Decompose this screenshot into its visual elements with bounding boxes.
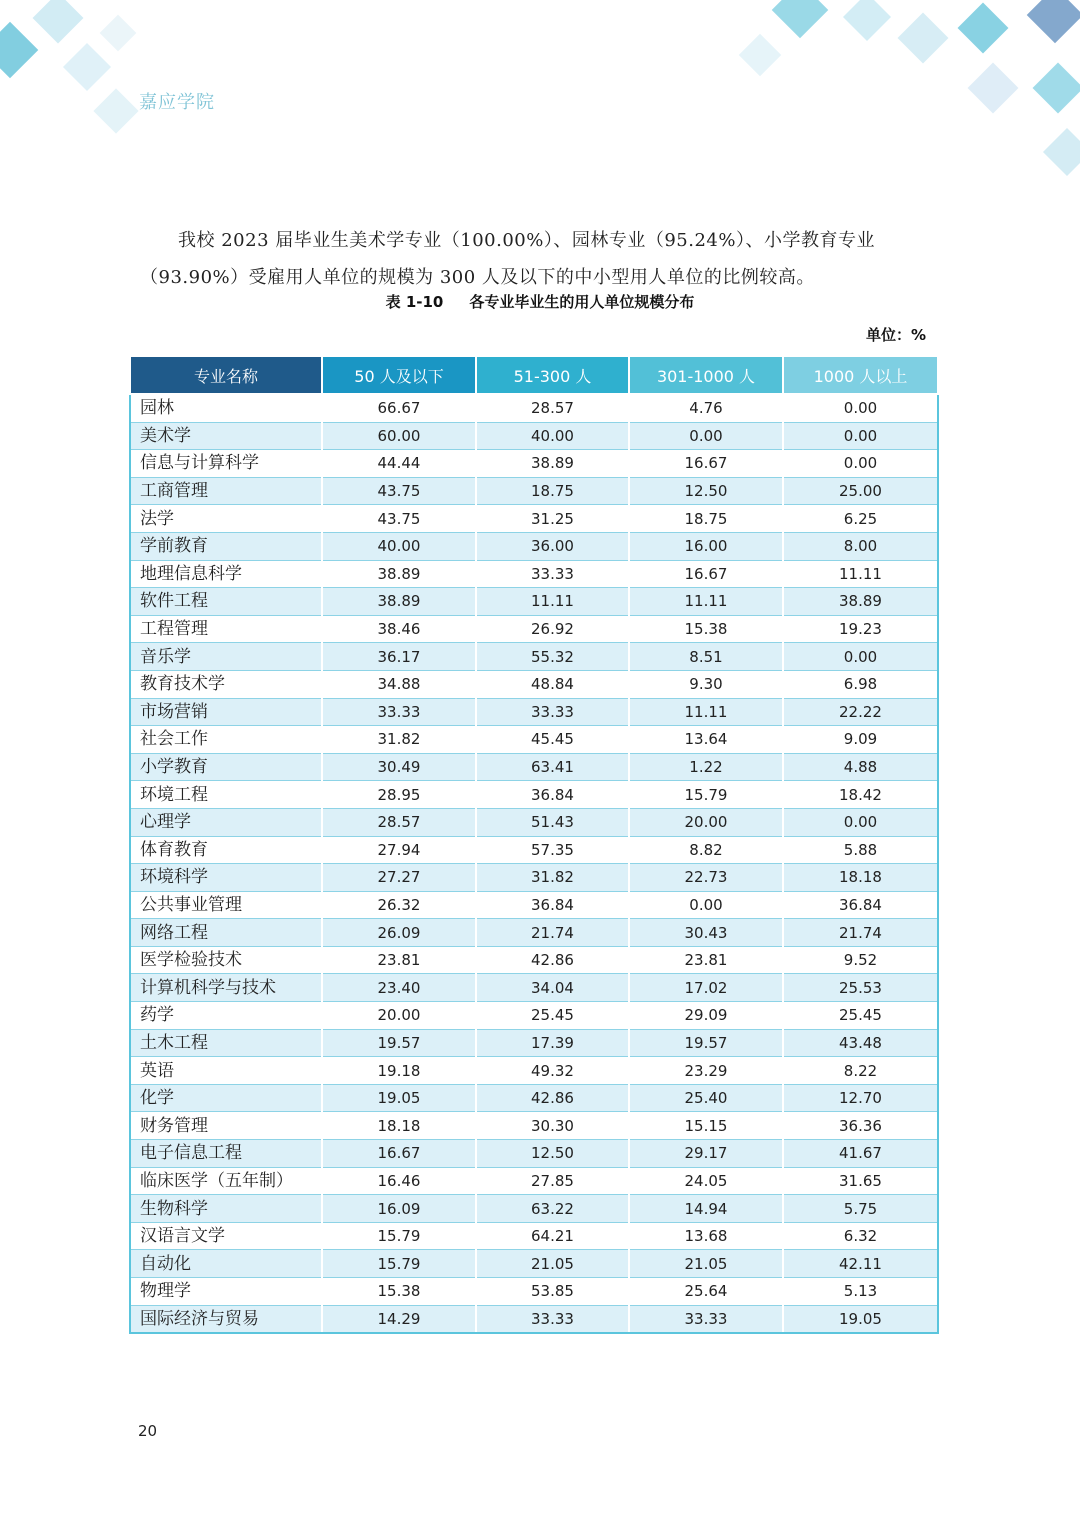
value-301-1000: 0.00 [629,422,783,450]
value-under-50: 23.81 [322,946,476,974]
value-51-300: 17.39 [476,1029,629,1057]
value-over-1000: 42.11 [783,1250,938,1278]
major-name: 工商管理 [130,477,322,505]
table-row [130,670,938,698]
value-51-300: 33.33 [476,698,629,726]
major-name: 生物科学 [130,1195,322,1223]
value-over-1000: 19.05 [783,1305,938,1333]
value-under-50: 15.79 [322,1222,476,1250]
table-row [130,532,938,560]
value-51-300: 48.84 [476,670,629,698]
value-over-1000: 0.00 [783,450,938,478]
value-under-50: 14.29 [322,1305,476,1333]
table-caption [0,291,1080,312]
value-under-50: 16.46 [322,1167,476,1195]
intro-paragraph: 我校 2023 届毕业生美术学专业（100.00%）、园林专业（95.24%）、小学教育专业（93.90%）受雇用人单位的规模为 300 人及以下的中小型用人单位的比例较高。 [140,230,875,288]
value-301-1000: 16.67 [629,450,783,478]
value-under-50: 16.09 [322,1195,476,1223]
school-name: 嘉应学院 [139,92,215,113]
value-301-1000: 25.64 [629,1278,783,1306]
major-name: 美术学 [130,422,322,450]
table-row [130,753,938,781]
value-under-50: 33.33 [322,698,476,726]
value-51-300: 45.45 [476,726,629,754]
major-name: 软件工程 [130,588,322,616]
value-under-50: 26.32 [322,891,476,919]
header-51-300: 51-300 人 [476,356,629,394]
value-301-1000: 24.05 [629,1167,783,1195]
table-row [130,1305,938,1333]
right-diamond-pattern [739,0,1080,176]
value-over-1000: 43.48 [783,1029,938,1057]
value-over-1000: 8.00 [783,532,938,560]
major-name: 环境科学 [130,864,322,892]
value-over-1000: 6.25 [783,505,938,533]
value-301-1000: 25.40 [629,1084,783,1112]
table-row [130,1140,938,1168]
value-over-1000: 18.42 [783,781,938,809]
value-over-1000: 36.84 [783,891,938,919]
major-name: 园林 [130,394,322,422]
header-301-1000: 301-1000 人 [629,356,783,394]
table-row [130,1250,938,1278]
major-name: 财务管理 [130,1112,322,1140]
value-under-50: 19.57 [322,1029,476,1057]
value-over-1000: 5.88 [783,836,938,864]
major-name: 汉语言文学 [130,1222,322,1250]
value-51-300: 42.86 [476,946,629,974]
value-under-50: 28.95 [322,781,476,809]
value-301-1000: 20.00 [629,808,783,836]
value-51-300: 36.84 [476,891,629,919]
value-over-1000: 0.00 [783,808,938,836]
value-301-1000: 23.29 [629,1057,783,1085]
major-name: 英语 [130,1057,322,1085]
table-row [130,946,938,974]
major-name: 网络工程 [130,919,322,947]
major-name: 土木工程 [130,1029,322,1057]
value-301-1000: 22.73 [629,864,783,892]
table-row [130,698,938,726]
table-row [130,891,938,919]
value-over-1000: 0.00 [783,394,938,422]
major-name: 音乐学 [130,643,322,671]
major-name: 医学检验技术 [130,946,322,974]
value-301-1000: 30.43 [629,919,783,947]
value-301-1000: 19.57 [629,1029,783,1057]
value-over-1000: 4.88 [783,753,938,781]
value-51-300: 21.74 [476,919,629,947]
value-51-300: 51.43 [476,808,629,836]
value-over-1000: 0.00 [783,422,938,450]
value-over-1000: 25.53 [783,974,938,1002]
value-under-50: 27.27 [322,864,476,892]
major-name: 物理学 [130,1278,322,1306]
major-name: 学前教育 [130,532,322,560]
value-51-300: 33.33 [476,560,629,588]
major-name: 计算机科学与技术 [130,974,322,1002]
value-under-50: 16.67 [322,1140,476,1168]
table-row [130,1057,938,1085]
table-row [130,1278,938,1306]
table-row [130,808,938,836]
employer-size-table [129,355,939,1334]
value-under-50: 15.79 [322,1250,476,1278]
table-row [130,781,938,809]
value-over-1000: 12.70 [783,1084,938,1112]
value-51-300: 33.33 [476,1305,629,1333]
value-under-50: 23.40 [322,974,476,1002]
value-301-1000: 4.76 [629,394,783,422]
header-over-1000: 1000 人以上 [783,356,938,394]
value-301-1000: 17.02 [629,974,783,1002]
major-name: 教育技术学 [130,670,322,698]
value-301-1000: 11.11 [629,698,783,726]
value-under-50: 38.46 [322,615,476,643]
major-name: 市场营销 [130,698,322,726]
table-row [130,974,938,1002]
table-number: 表 1-10 [385,293,444,311]
header-under-50: 50 人及以下 [322,356,476,394]
table-row [130,615,938,643]
value-301-1000: 29.09 [629,1002,783,1030]
value-301-1000: 15.79 [629,781,783,809]
value-51-300: 63.41 [476,753,629,781]
table-header-row [130,356,938,394]
value-under-50: 44.44 [322,450,476,478]
value-over-1000: 5.75 [783,1195,938,1223]
table-row [130,588,938,616]
value-under-50: 34.88 [322,670,476,698]
value-over-1000: 21.74 [783,919,938,947]
table-row [130,477,938,505]
table-row [130,394,938,422]
value-over-1000: 25.45 [783,1002,938,1030]
value-under-50: 18.18 [322,1112,476,1140]
value-51-300: 30.30 [476,1112,629,1140]
left-diamond-pattern [0,0,139,134]
value-301-1000: 16.00 [629,532,783,560]
value-51-300: 38.89 [476,450,629,478]
value-51-300: 18.75 [476,477,629,505]
value-over-1000: 9.52 [783,946,938,974]
value-under-50: 40.00 [322,532,476,560]
value-under-50: 28.57 [322,808,476,836]
major-name: 体育教育 [130,836,322,864]
page-number: 20 [138,1422,158,1440]
value-over-1000: 9.09 [783,726,938,754]
value-under-50: 19.18 [322,1057,476,1085]
value-over-1000: 38.89 [783,588,938,616]
value-51-300: 36.00 [476,532,629,560]
value-301-1000: 23.81 [629,946,783,974]
value-under-50: 38.89 [322,560,476,588]
value-over-1000: 19.23 [783,615,938,643]
value-301-1000: 21.05 [629,1250,783,1278]
major-name: 国际经济与贸易 [130,1305,322,1333]
major-name: 公共事业管理 [130,891,322,919]
value-under-50: 30.49 [322,753,476,781]
value-301-1000: 18.75 [629,505,783,533]
value-over-1000: 5.13 [783,1278,938,1306]
value-51-300: 63.22 [476,1195,629,1223]
value-51-300: 49.32 [476,1057,629,1085]
table-row [130,450,938,478]
value-under-50: 36.17 [322,643,476,671]
table-row [130,836,938,864]
major-name: 地理信息科学 [130,560,322,588]
value-51-300: 27.85 [476,1167,629,1195]
value-51-300: 25.45 [476,1002,629,1030]
value-over-1000: 8.22 [783,1057,938,1085]
table-row [130,1029,938,1057]
major-name: 法学 [130,505,322,533]
value-301-1000: 0.00 [629,891,783,919]
value-301-1000: 16.67 [629,560,783,588]
value-over-1000: 18.18 [783,864,938,892]
value-under-50: 38.89 [322,588,476,616]
value-51-300: 12.50 [476,1140,629,1168]
table-row [130,560,938,588]
value-under-50: 15.38 [322,1278,476,1306]
major-name: 自动化 [130,1250,322,1278]
value-under-50: 31.82 [322,726,476,754]
value-over-1000: 11.11 [783,560,938,588]
value-301-1000: 1.22 [629,753,783,781]
major-name: 电子信息工程 [130,1140,322,1168]
value-301-1000: 8.51 [629,643,783,671]
value-301-1000: 33.33 [629,1305,783,1333]
major-name: 工程管理 [130,615,322,643]
value-under-50: 26.09 [322,919,476,947]
value-51-300: 55.32 [476,643,629,671]
table-row [130,726,938,754]
table-row [130,1112,938,1140]
major-name: 化学 [130,1084,322,1112]
value-51-300: 26.92 [476,615,629,643]
value-over-1000: 31.65 [783,1167,938,1195]
table-row [130,1084,938,1112]
value-under-50: 19.05 [322,1084,476,1112]
value-under-50: 20.00 [322,1002,476,1030]
value-51-300: 64.21 [476,1222,629,1250]
value-301-1000: 9.30 [629,670,783,698]
value-301-1000: 8.82 [629,836,783,864]
value-51-300: 21.05 [476,1250,629,1278]
table-row [130,1002,938,1030]
major-name: 信息与计算科学 [130,450,322,478]
table-row [130,864,938,892]
value-301-1000: 14.94 [629,1195,783,1223]
value-51-300: 53.85 [476,1278,629,1306]
unit-label: 单位：% [865,326,926,344]
value-over-1000: 41.67 [783,1140,938,1168]
value-301-1000: 15.15 [629,1112,783,1140]
value-301-1000: 15.38 [629,615,783,643]
value-51-300: 31.82 [476,864,629,892]
table-row [130,643,938,671]
value-51-300: 31.25 [476,505,629,533]
value-51-300: 11.11 [476,588,629,616]
value-51-300: 36.84 [476,781,629,809]
value-301-1000: 29.17 [629,1140,783,1168]
table-row [130,1167,938,1195]
table-title: 各专业毕业生的用人单位规模分布 [469,293,695,311]
major-name: 环境工程 [130,781,322,809]
major-name: 小学教育 [130,753,322,781]
value-51-300: 34.04 [476,974,629,1002]
value-51-300: 57.35 [476,836,629,864]
value-over-1000: 25.00 [783,477,938,505]
value-over-1000: 0.00 [783,643,938,671]
value-301-1000: 12.50 [629,477,783,505]
table-row [130,919,938,947]
value-under-50: 43.75 [322,477,476,505]
major-name: 临床医学（五年制） [130,1167,322,1195]
major-name: 药学 [130,1002,322,1030]
value-over-1000: 6.32 [783,1222,938,1250]
header-major: 专业名称 [130,356,322,394]
table-row [130,1195,938,1223]
value-301-1000: 13.68 [629,1222,783,1250]
value-under-50: 27.94 [322,836,476,864]
major-name: 心理学 [130,808,322,836]
major-name: 社会工作 [130,726,322,754]
value-301-1000: 11.11 [629,588,783,616]
value-over-1000: 22.22 [783,698,938,726]
table-row [130,1222,938,1250]
value-51-300: 28.57 [476,394,629,422]
value-over-1000: 36.36 [783,1112,938,1140]
value-301-1000: 13.64 [629,726,783,754]
value-over-1000: 6.98 [783,670,938,698]
value-under-50: 43.75 [322,505,476,533]
value-51-300: 42.86 [476,1084,629,1112]
table-row [130,422,938,450]
table-row [130,505,938,533]
value-under-50: 60.00 [322,422,476,450]
value-51-300: 40.00 [476,422,629,450]
value-under-50: 66.67 [322,394,476,422]
